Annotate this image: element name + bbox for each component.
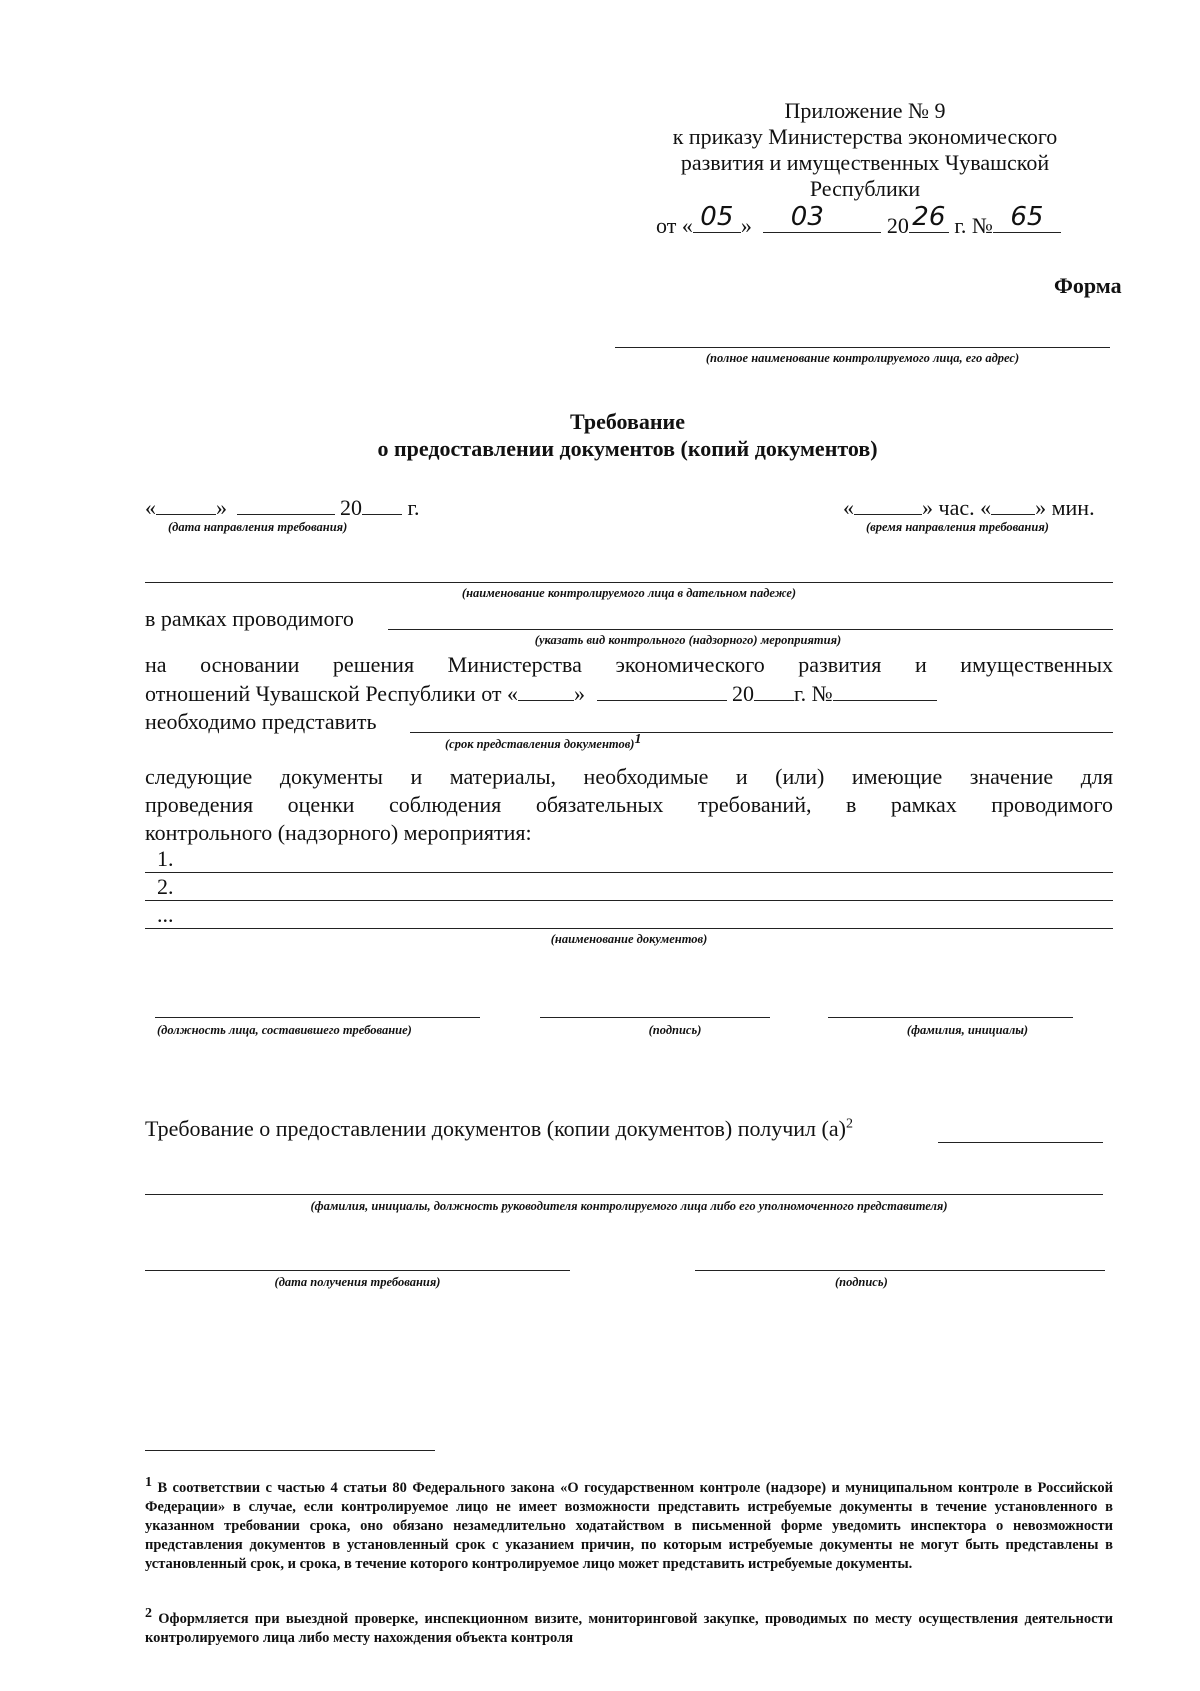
appendix-line-3: развития и имущественных Чувашской <box>680 150 1050 175</box>
deadline-caption-text: (срок представления документов) <box>445 737 635 751</box>
appendix-header <box>640 98 1090 202</box>
footnote-2-text: Оформляется при выездной проверке, инспекционном визите, мониторинговой закупке, проводимых по месту осуществления деятельности контролируемого лица либо месту нахождения объекта контроля <box>145 1611 1113 1646</box>
doc-item-2-line <box>145 900 1113 901</box>
must-present-label: необходимо представить <box>145 709 377 734</box>
time-open-quote: « <box>843 495 854 520</box>
received-signature-line <box>938 1142 1103 1143</box>
request-year-field <box>362 494 402 515</box>
footnote-2 <box>145 1606 1113 1648</box>
request-date-caption-text: (дата направления требования) <box>168 520 348 534</box>
received-date-caption: (дата получения требования) <box>274 1275 441 1289</box>
deadline-caption <box>445 731 642 752</box>
recipient-line <box>145 582 1113 583</box>
request-date-row <box>145 494 420 521</box>
position-line <box>155 1017 480 1018</box>
date-prefix: от « <box>656 213 693 238</box>
order-number: 65 <box>1010 202 1044 232</box>
signature-line <box>540 1017 770 1018</box>
received-line <box>145 1116 853 1142</box>
request-time-row <box>843 494 1095 521</box>
document-subtitle: о предоставлении документов (копий документов) <box>377 436 878 461</box>
request-time-caption: (время направления требования) <box>866 520 1049 534</box>
basis-quote-close: » <box>574 681 586 706</box>
time-minutes-label: » мин. <box>1035 495 1095 520</box>
time-hours-label: » час. « <box>922 495 992 520</box>
doc-item-1: 1. <box>157 846 174 871</box>
order-month: 03 <box>790 202 824 232</box>
request-month-field <box>237 494 335 515</box>
received-person-line <box>145 1194 1103 1195</box>
basis-number-label: г. № <box>794 681 833 706</box>
deadline-footnote-mark: 1 <box>634 731 642 747</box>
request-minutes-field <box>991 494 1035 515</box>
date-open-quote: « <box>145 495 156 520</box>
position-caption: (должность лица, составившего требование) <box>157 1023 412 1037</box>
addressee-caption: (полное наименование контролируемого лица, его адрес) <box>705 351 1020 365</box>
form-label: Форма <box>1054 273 1122 298</box>
footnote-separator <box>145 1450 435 1451</box>
within-event-label: в рамках проводимого <box>145 606 354 631</box>
decision-number-field <box>833 680 937 701</box>
received-footnote-mark: 2 <box>845 1116 853 1132</box>
addressee-line <box>615 347 1110 348</box>
appendix-line-4: Республики <box>809 176 921 201</box>
received-sign-line <box>695 1270 1105 1271</box>
year-word: г. <box>954 213 967 238</box>
document-title: Требование <box>570 409 685 434</box>
order-day-field <box>693 202 741 233</box>
event-caption: (указать вид контрольного (надзорного) мероприятия) <box>534 633 842 647</box>
appendix-line-2: к приказу Министерства экономического <box>672 124 1058 149</box>
basis-line-2 <box>145 680 937 707</box>
body-line-2: проведения оценки соблюдения обязательных требований, в рамках проводимого <box>145 792 1113 817</box>
footnote-1-mark: 1 <box>145 1475 152 1491</box>
doc-item-more: ... <box>157 902 174 927</box>
basis-line-1: на основании решения Министерства экономического развития и имущественных <box>145 652 1113 677</box>
order-day: 05 <box>700 202 734 232</box>
doc-item-2: 2. <box>157 874 174 899</box>
decision-day-field <box>518 680 574 701</box>
date-close-quote: » <box>216 495 227 520</box>
order-month-field <box>763 202 881 233</box>
body-line-1: следующие документы и материалы, необходимые и (или) имеющие значение для <box>145 764 1113 789</box>
order-number-field <box>993 202 1061 233</box>
request-year-word: г. <box>407 495 420 520</box>
order-date-line <box>656 202 1061 239</box>
decision-year-field <box>754 680 794 701</box>
date-day-close: » <box>740 213 752 238</box>
signature-caption: (подпись) <box>648 1023 702 1037</box>
footnote-2-mark: 2 <box>145 1606 152 1622</box>
deadline-line <box>410 732 1113 733</box>
order-year-field <box>909 202 949 233</box>
footnote-1 <box>145 1475 1113 1574</box>
year-prefix: 20 <box>886 213 909 238</box>
appendix-title: Приложение № 9 <box>784 98 946 123</box>
docs-caption: (наименование документов) <box>550 932 708 946</box>
received-person-caption: (фамилия, инициалы, должность руководителя контролируемого лица либо его уполномоченного представителя) <box>310 1199 948 1213</box>
received-date-line <box>145 1270 570 1271</box>
decision-month-field <box>597 680 727 701</box>
received-text: Требование о предоставлении документов (копии документов) получил (а) <box>145 1116 846 1141</box>
received-sign-caption: (подпись) <box>835 1275 888 1289</box>
body-line-3: контрольного (надзорного) мероприятия: <box>145 820 532 845</box>
recipient-caption: (наименование контролируемого лица в дательном падеже) <box>461 586 797 600</box>
footnote-1-text: В соответствии с частью 4 статьи 80 Федерального закона «О государственном контроле (надзоре) и муниципальном контроле в Российской Федерации» в случае, если контролируемое лицо не имеет возможности представить истребуемые документы в течение установленного в указанном требовании срока, оно обязано незамедлительно ходатайством в письменной форме уведомить инспектора о невозможности представления документов в установленный срок с указанием причин, по которым истребуемые документы не могут быть представлены в установленный срок, и срока, в течение которого контролируемое лицо может представить истребуемые документы. <box>145 1480 1113 1572</box>
basis-century: 20 <box>732 681 755 706</box>
request-day-field <box>156 494 216 515</box>
request-hours-field <box>854 494 922 515</box>
event-type-line <box>388 629 1113 630</box>
basis-from: отношений Чувашской Республики от « <box>145 681 519 706</box>
doc-item-3-line <box>145 928 1113 929</box>
request-century: 20 <box>340 495 362 520</box>
name-line <box>828 1017 1073 1018</box>
number-label: № <box>971 213 993 238</box>
name-caption: (фамилия, инициалы) <box>906 1023 1029 1037</box>
order-year: 26 <box>912 202 946 232</box>
doc-item-1-line <box>145 872 1113 873</box>
